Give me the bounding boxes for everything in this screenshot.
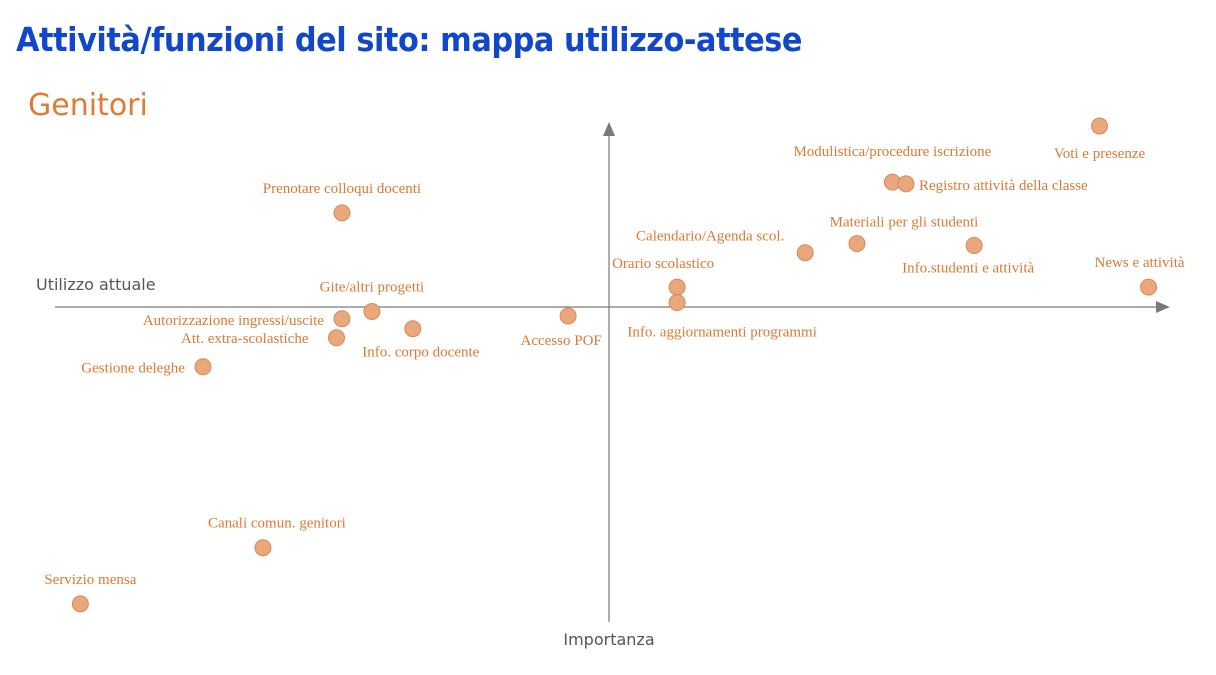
- data-point-registro-attivita-della-classe: [898, 176, 914, 192]
- y-axis-label: Importanza: [563, 630, 655, 649]
- data-label-canali-comun-genitori: Canali comun. genitori: [207, 515, 346, 532]
- data-label-prenotare-colloqui-docenti: Prenotare colloqui docenti: [262, 180, 422, 197]
- data-label-info-studenti-e-attivita: Info.studenti e attività: [902, 260, 1035, 277]
- data-label-autorizzazione-ingressi-uscite: Autorizzazione ingressi/uscite: [142, 312, 324, 329]
- page-title: Attività/funzioni del sito: mappa utilizzo-attese: [16, 20, 803, 59]
- data-label-info-aggiornamenti-programmi: Info. aggiornamenti programmi: [627, 324, 817, 341]
- data-label-calendario-agenda-scol: Calendario/Agenda scol.: [636, 228, 785, 245]
- data-label-news-e-attivita: News e attività: [1094, 255, 1185, 272]
- data-point-materiali-per-gli-studenti: [849, 236, 865, 252]
- data-label-info-corpo-docente: Info. corpo docente: [362, 344, 480, 361]
- data-point-calendario-agenda-scol: [797, 245, 813, 261]
- data-point-canali-comun-genitori: [255, 540, 271, 556]
- chart-axes: [36, 122, 1170, 649]
- data-point-att-extra-scolastiche: [329, 330, 345, 346]
- data-point-news-e-attivita: [1141, 279, 1157, 295]
- data-label-orario-scolastico: Orario scolastico: [612, 256, 715, 273]
- data-label-accesso-pof: Accesso POF: [520, 333, 602, 350]
- data-labels: [44, 144, 1185, 588]
- data-point-autorizzazione-ingressi-uscite: [334, 311, 350, 327]
- data-label-att-extra-scolastiche: Att. extra-scolastiche: [181, 330, 309, 347]
- y-axis-arrow-icon: [603, 122, 615, 136]
- data-point-voti-e-presenze: [1092, 118, 1108, 134]
- data-point-gite-altri-progetti: [364, 304, 380, 320]
- data-label-registro-attivita-della-classe: Registro attività della classe: [919, 177, 1088, 194]
- data-label-gite-altri-progetti: Gite/altri progetti: [319, 279, 425, 296]
- data-point-servizio-mensa: [72, 596, 88, 612]
- data-label-voti-e-presenze: Voti e presenze: [1053, 146, 1146, 162]
- segment-subtitle: Genitori: [28, 88, 148, 123]
- data-label-gestione-deleghe: Gestione deleghe: [81, 360, 185, 377]
- data-point-info-studenti-e-attivita: [966, 237, 982, 253]
- data-point-orario-scolastico: [669, 279, 685, 295]
- data-point-prenotare-colloqui-docenti: [334, 205, 350, 221]
- data-label-modulistica-procedure-iscrizione: Modulistica/procedure iscrizione: [793, 144, 992, 161]
- x-axis-label: Utilizzo attuale: [36, 275, 156, 294]
- data-point-info-corpo-docente: [405, 321, 421, 337]
- data-label-servizio-mensa: Servizio mensa: [44, 571, 137, 588]
- x-axis-arrow-icon: [1156, 301, 1170, 313]
- data-point-gestione-deleghe: [195, 359, 211, 375]
- data-label-materiali-per-gli-studenti: Materiali per gli studenti: [829, 214, 979, 231]
- data-point-info-aggiornamenti-programmi: [669, 294, 685, 310]
- data-point-accesso-pof: [560, 308, 576, 324]
